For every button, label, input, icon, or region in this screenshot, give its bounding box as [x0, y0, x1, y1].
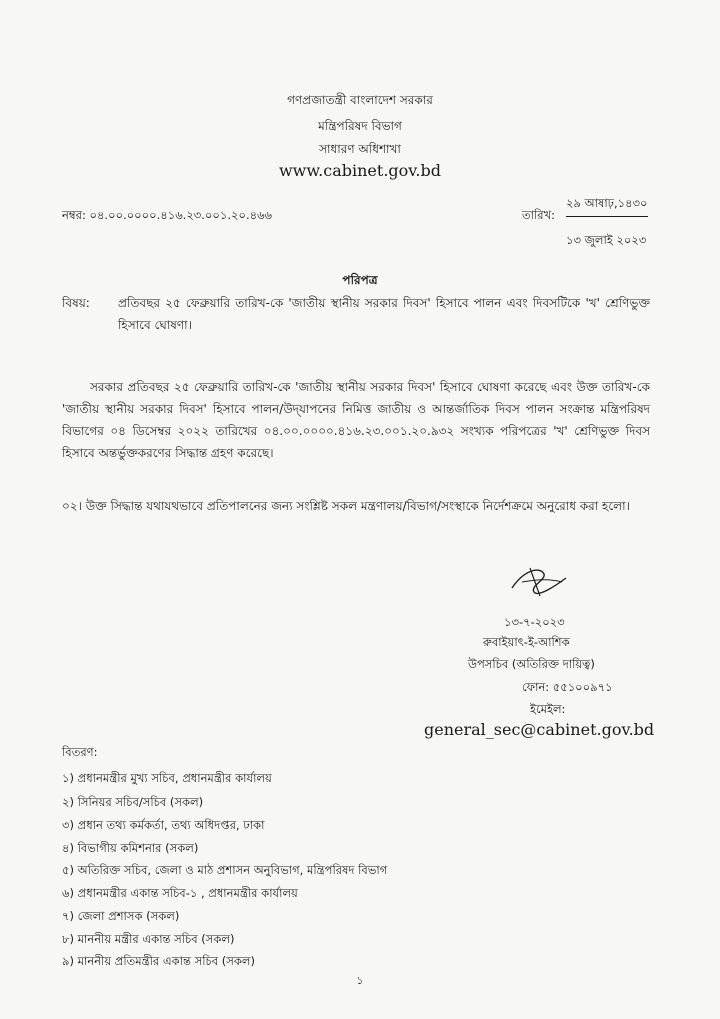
subject-label: বিষয়:: [62, 296, 90, 310]
website-link[interactable]: www.cabinet.gov.bd: [278, 161, 441, 180]
distribution-item: ৮) মাননীয় মন্ত্রীর একান্ত সচিব (সকল): [62, 932, 235, 946]
memo-number: নম্বর: ০৪.০০.০০০০.৪১৬.২৩.০০১.২০.৪৬৬: [62, 208, 273, 222]
section-name: সাধারণ অধিশাখা: [319, 142, 401, 156]
division-name: মন্ত্রিপরিষদ বিভাগ: [318, 119, 402, 133]
body-paragraph-2: ০২। উক্ত সিদ্ধান্ত যথাযথভাবে প্রতিপালনের জন্য সংশ্লিষ্ট সকল মন্ত্রণালয়/বিভাগ/সংস্থাকে নির্দেশক্রমে অনুরোধ করা হলো।: [62, 499, 630, 513]
signatory-designation: উপসচিব (অতিরিক্ত দায়িত্ব): [468, 657, 595, 671]
distribution-item: ২) সিনিয়র সচিব/সচিব (সকল): [62, 795, 204, 809]
distribution-item: ১) প্রধানমন্ত্রীর মুখ্য সচিব, প্রধানমন্ত্রীর কার্যালয়: [62, 771, 272, 785]
govt-name: গণপ্রজাতন্ত্রী বাংলাদেশ সরকার: [287, 93, 433, 107]
subject-text: প্রতিবছর ২৫ ফেব্রুয়ারি তারিখ-কে 'জাতীয় স্থানীয় সরকার দিবস' হিসাবে পালন এবং দিবসটিকে 'খ' শ্রেণিভুক্ত হিসাবে ঘোষণা।: [118, 296, 650, 332]
distribution-item: ৯) মাননীয় প্রতিমন্ত্রীর একান্ত সচিব (সকল): [62, 954, 255, 968]
page-number: ১: [356, 974, 364, 987]
email-label: ইমেইল:: [530, 702, 566, 716]
body-paragraph-1: সরকার প্রতিবছর ২৫ ফেব্রুয়ারি তারিখ-কে 'জাতীয় স্থানীয় সরকার দিবস' হিসাবে ঘোষণা করেছে এবং উক্ত তারিখ-কে 'জাতীয় স্থানীয় সরকার দিবস' হিসাবে পালন/উদ্‌যাপনের নিমিত্ত জাতীয় ও আন্তর্জাতিক দিবস পালন সংক্রান্ত মন্ত্রিপরিষদ বিভাগের ০৪ ডিসেম্বর ২০২২ তারিখের ০৪.০০.০০০০.৪১৬.২৩.০০১.২০.৯৩২ সংখ্যক পরিপত্রের 'খ' শ্রেণিভুক্ত দিবস হিসাবে অন্তর্ভুক্তকরণের সিদ্ধান্ত গ্রহণ করেছে।: [62, 380, 650, 460]
distribution-item: ৫) অতিরিক্ত সচিব, জেলা ও মাঠ প্রশাসন অনুবিভাগ, মন্ত্রিপরিষদ বিভাগ: [62, 863, 388, 877]
signature-image: [500, 562, 580, 602]
signatory-name: রুবাইয়াৎ-ই-আশিক: [483, 635, 570, 649]
distribution-item: ৬) প্রধানমন্ত্রীর একান্ত সচিব-১ , প্রধানমন্ত্রীর কার্যালয়: [62, 886, 298, 900]
date-english: ১৩ জুলাই ২০২৩: [566, 233, 647, 247]
distribution-title: বিতরণ:: [62, 745, 98, 759]
document-type: পরিপত্র: [342, 273, 378, 287]
signatory-phone: ফোন: ৫৫১০০৯৭১: [522, 680, 613, 694]
signature-date: ১৩-৭-২০২৩: [504, 615, 565, 629]
distribution-item: ৪) বিভাগীয় কমিশনার (সকল): [62, 841, 199, 855]
date-bangla: ২৯ আষাঢ়,১৪৩০: [566, 195, 648, 217]
date-label: তারিখ:: [522, 208, 556, 222]
distribution-item: ৭) জেলা প্রশাসক (সকল): [62, 909, 180, 923]
signatory-email[interactable]: general_sec@cabinet.gov.bd: [424, 720, 655, 739]
distribution-item: ৩) প্রধান তথ্য কর্মকর্তা, তথ্য অধিদপ্তর, ঢাকা: [62, 818, 265, 832]
